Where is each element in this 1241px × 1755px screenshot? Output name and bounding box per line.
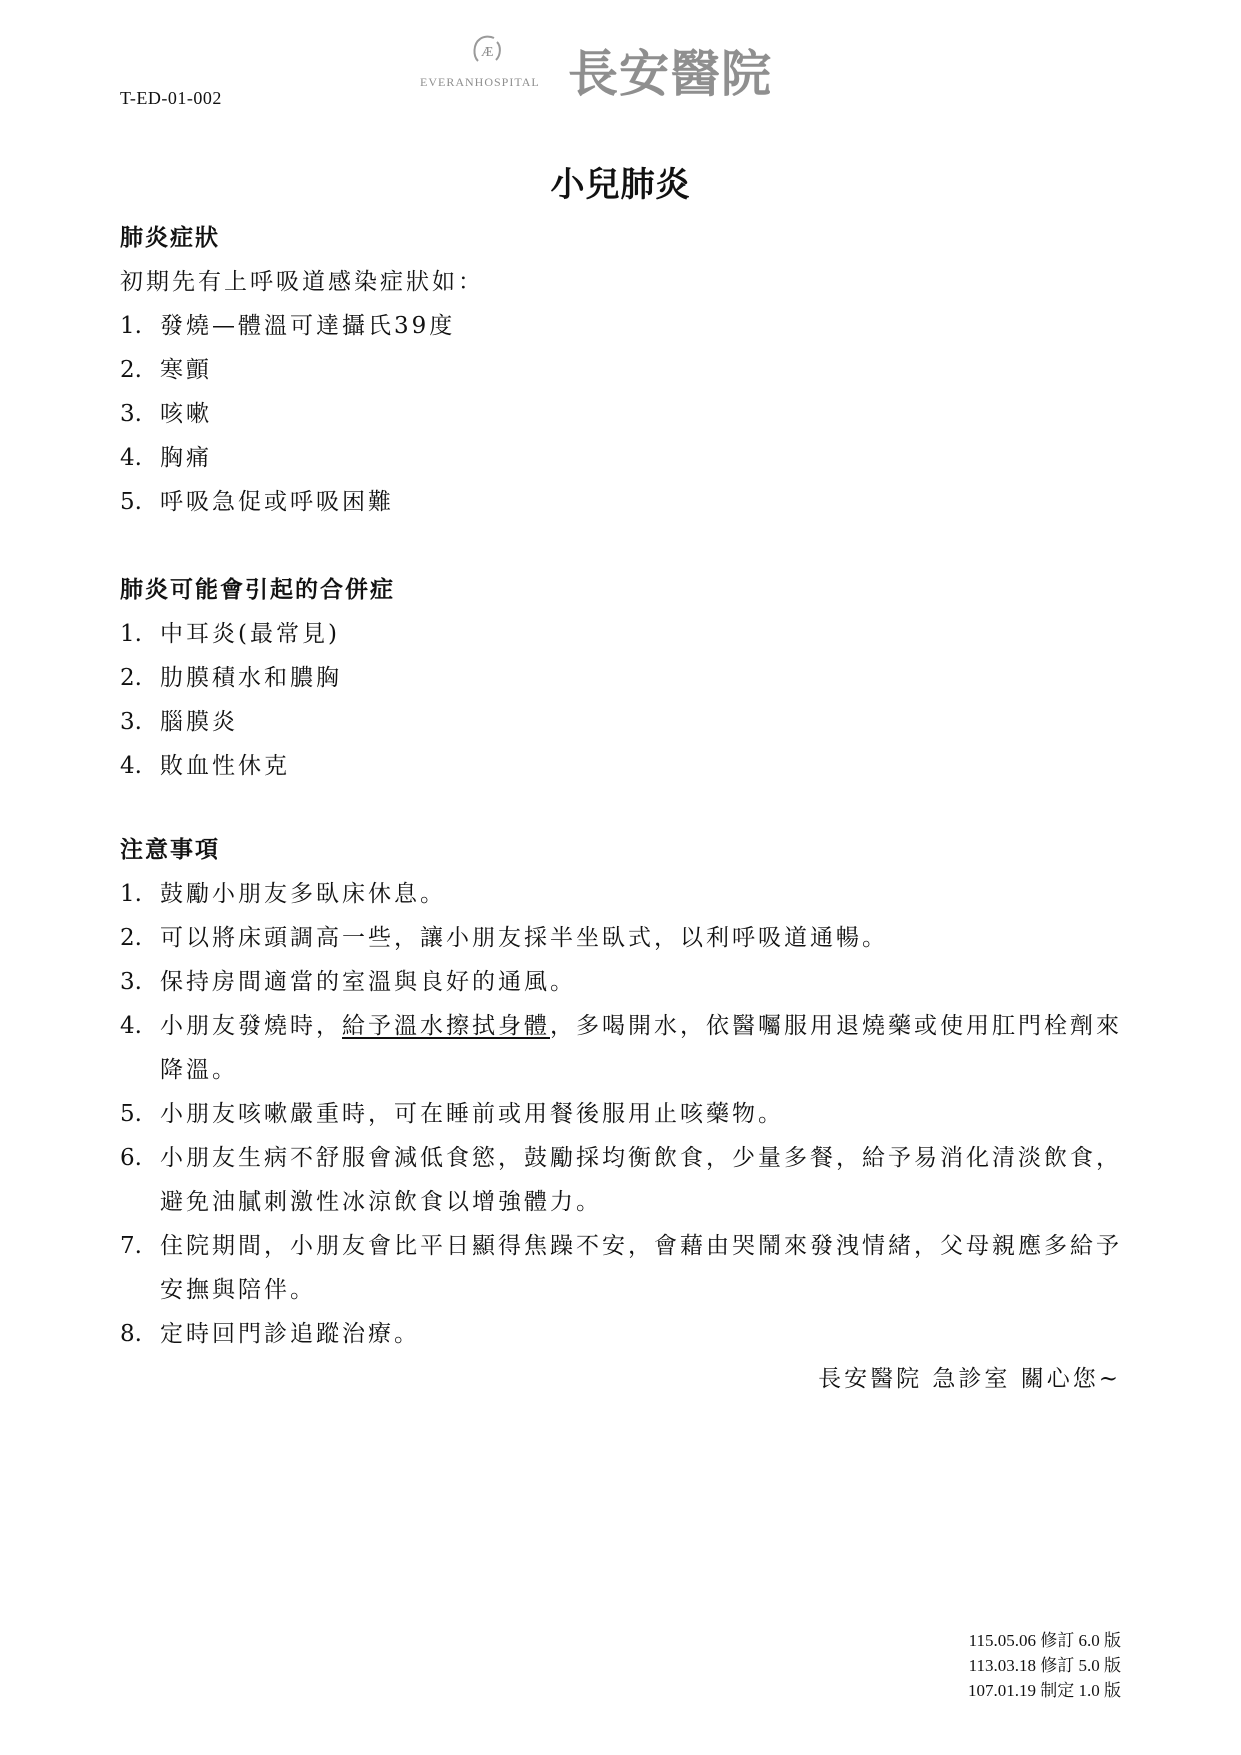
item-number: 5. [120,1101,142,1127]
item-text: 肋膜積水和膿胸 [160,665,342,691]
revision-line: 115.05.06 修訂 6.0 版 [968,1631,1121,1650]
item-text: 寒顫 [160,357,212,383]
list-item [120,304,1130,348]
item-number: 4. [120,1013,142,1039]
item-text-after: ，多喝開水，依醫囑服用退燒藥或使用肛門栓劑來降溫。 [160,1013,1122,1083]
list-item [120,960,1130,1004]
underlined-instruction: 給予溫水擦拭身體 [342,1013,550,1039]
item-text: 呼吸急促或呼吸困難 [160,489,394,515]
signoff: 長安醫院 急診室 關心您~ [818,1366,1121,1392]
list-item [120,656,1130,700]
list-item [120,872,1130,916]
list-item [120,436,1130,480]
item-number: 1. [120,313,142,339]
item-number: 8. [120,1321,142,1347]
item-number: 4. [120,445,142,471]
list-item [120,1224,1130,1312]
precautions-section [120,828,1130,1356]
section-spacer [120,524,1130,568]
item-text: 咳嗽 [160,401,212,427]
document-title: 小兒肺炎 [550,165,691,205]
revision-history [968,1628,1121,1703]
item-text: 保持房間適當的室溫與良好的通風。 [160,969,576,995]
item-text: 胸痛 [160,445,212,471]
svg-text:Æ: Æ [481,45,494,60]
item-number: 2. [120,665,142,691]
list-item [120,1092,1130,1136]
complications-heading: 肺炎可能會引起的合併症 [120,576,395,603]
list-item [120,612,1130,656]
item-text: 小朋友咳嗽嚴重時，可在睡前或用餐後服用止咳藥物。 [160,1101,784,1127]
item-text: 發燒—體溫可達攝氏39度 [160,313,456,339]
item-text: 可以將床頭調高一些，讓小朋友採半坐臥式，以利呼吸道通暢。 [160,925,888,951]
document-body [120,216,1130,1356]
item-number: 4. [120,753,142,779]
hospital-logo [420,30,820,103]
item-number: 2. [120,925,142,951]
item-text: 住院期間，小朋友會比平日顯得焦躁不安，會藉由哭鬧來發洩情緒，父母親應多給予安撫與陪伴。 [160,1233,1122,1303]
list-item [120,1004,1130,1092]
symptoms-section [120,216,1130,524]
section-spacer [120,788,1130,828]
item-number: 3. [120,969,142,995]
list-item [120,1312,1130,1356]
item-number: 1. [120,881,142,907]
list-item [120,348,1130,392]
item-text: 中耳炎(最常見) [160,621,340,647]
item-number: 2. [120,357,142,383]
revision-line: 107.01.19 制定 1.0 版 [968,1681,1121,1700]
item-text [160,1004,1130,1092]
item-number: 1. [120,621,142,647]
item-text: 敗血性休克 [160,753,290,779]
item-text-before: 小朋友發燒時， [160,1013,342,1039]
item-number: 3. [120,709,142,735]
precautions-heading: 注意事項 [120,836,220,863]
symptoms-list [120,304,1130,524]
item-number: 7. [120,1233,142,1259]
list-item [120,916,1130,960]
logo-english-name: EVERANHOSPITAL [420,75,540,89]
list-item [120,392,1130,436]
item-number: 6. [120,1145,142,1171]
item-number: 5. [120,489,142,515]
complications-section [120,568,1130,788]
item-text: 鼓勵小朋友多臥床休息。 [160,881,446,907]
list-item [120,700,1130,744]
everan-emblem-icon [470,34,504,64]
complications-list [120,612,1130,788]
symptoms-heading: 肺炎症狀 [120,224,220,251]
item-number: 3. [120,401,142,427]
revision-line: 113.03.18 修訂 5.0 版 [968,1656,1121,1675]
item-text: 小朋友生病不舒服會減低食慾，鼓勵採均衡飲食，少量多餐，給予易消化清淡飲食，避免油膩刺激性冰涼飲食以增強體力。 [160,1145,1122,1215]
item-text: 定時回門診追蹤治療。 [160,1321,420,1347]
list-item [120,744,1130,788]
document-code: T-ED-01-002 [120,88,222,108]
list-item [120,480,1130,524]
symptoms-intro: 初期先有上呼吸道感染症狀如： [120,269,484,295]
logo-chinese-name: 長安醫院 [568,45,772,103]
item-text: 腦膜炎 [160,709,238,735]
precautions-list [120,872,1130,1356]
list-item [120,1136,1130,1224]
